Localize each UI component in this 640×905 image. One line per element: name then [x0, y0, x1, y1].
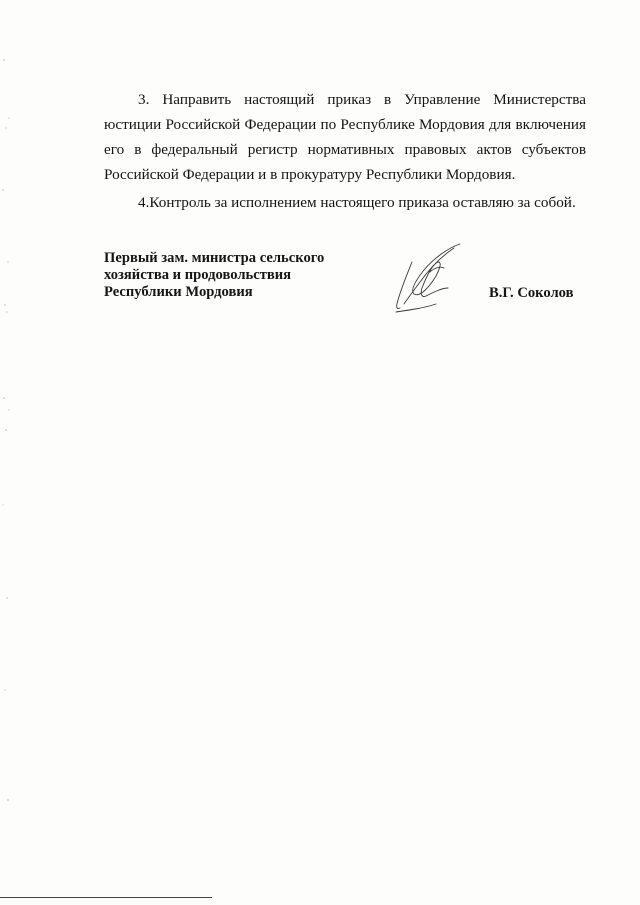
scan-edge-marks — [0, 0, 14, 905]
signatory-name: В.Г. Соколов — [489, 285, 574, 301]
handwritten-signature — [390, 238, 470, 318]
paragraph-4: 4.Контроль за исполнением настоящего приказа оставляю за собой. — [138, 194, 576, 211]
paragraph-3: 3. Направить настоящий приказ в Управление Министерства юстиции Российской Федерации по Республике Мордовия для включения его в федеральный регистр нормативных правовых актов субъектов Российской Федерации и в прокуратуру Республики Мордовия. — [104, 91, 586, 183]
footer-rule — [0, 897, 212, 898]
signatory-title-line: Первый зам. министра сельского — [104, 250, 325, 266]
signatory-title — [104, 250, 364, 301]
signatory-title-line: хозяйства и продовольствия — [104, 267, 292, 283]
signatory-title-line: Республики Мордовия — [104, 284, 253, 300]
document-body — [104, 87, 586, 215]
